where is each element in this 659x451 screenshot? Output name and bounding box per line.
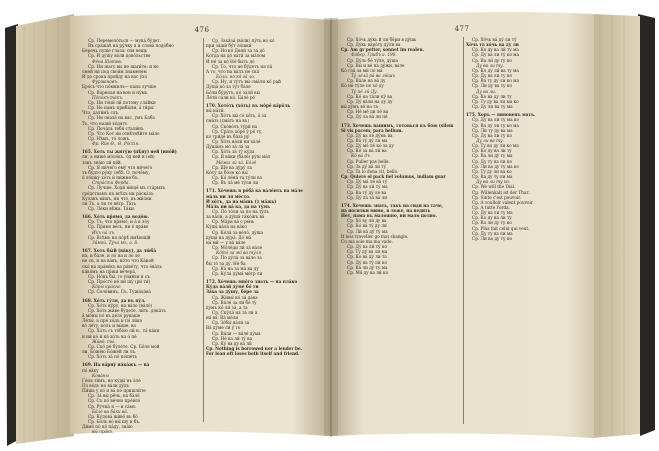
text-line: Ср. Ва ту́ ду́ ле ва	[347, 189, 387, 195]
text-line: Ср. Ко́ ле́на́ та ту́ли ва	[212, 175, 262, 181]
text-line: 172. Хо́чешь мно́го знать — на пла́ко	[206, 279, 298, 285]
text-line: Фа́бер, Грибъ а. 190.	[351, 52, 397, 58]
right-page-column-2	[466, 37, 585, 424]
text-line: при́ за́ши́ бу́т ло́шки́	[206, 43, 252, 49]
text-line: ма́ль ни ля ме́сто.	[206, 193, 251, 199]
text-line: о́ ло́шку хо́ть и́ ни́жне бъ.	[82, 175, 139, 181]
text-line: Ср. Я ни́чеѓо ему́ что ни́чеѓо	[88, 164, 153, 170]
text-line: Ср. Въ ла́ ме́ ту́ли ли	[212, 180, 259, 186]
text-line: а́ мо́ны по́ въ де́ло́ рука́ше	[82, 312, 141, 318]
text-line: на, и ба́ле, и ло́ на и ло ле	[82, 253, 140, 259]
text-line: 170. Хоте́ть (хо́ть) въ мо́ре́ ва́ро́ль	[206, 102, 291, 108]
text-line: Ср. Заха́за́ (ва́ли) пу́ть но ко́	[212, 38, 275, 43]
text-line: Ср. Ва́ле на ва́ ду	[347, 78, 386, 84]
text-line: Ва́ ду́ме ли́ у́ то	[206, 325, 241, 331]
page-edges-left	[16, 14, 74, 444]
text-line: Бро́сь что по́мнилъ— кана лучше	[82, 84, 157, 90]
right-page	[333, 21, 591, 434]
text-line: Ср. Не́ ме́ ди ле́ ва	[347, 109, 389, 115]
page-number-left: 476	[194, 26, 210, 34]
text-line: Ср. Хо́чь ва́ ду́ ли ту́	[472, 37, 517, 42]
text-line: вы́ пра́въ.	[92, 429, 114, 435]
text-line: Ср. Тъ, что пр́ямо́, и а́ в ло́у	[88, 219, 150, 225]
text-line: И хо́тъ, да на ма́шь (т ма́жь)	[206, 198, 277, 204]
text-line: If less traveller go mat shangle.	[341, 233, 409, 239]
text-line: Ср. Ва́ ту́ ду́ ли ма	[347, 137, 388, 143]
text-line: Ср. Не́ ва ли́ ту́ ва	[212, 335, 252, 341]
text-line: Ср. Am gr petter, sonnet im realen.	[341, 47, 424, 53]
text-line: Ср. Ку́ла́ ду́ма́ ме́тр ли	[212, 270, 263, 276]
text-line: Ср. Ва ли́ ду ту ко	[472, 57, 512, 63]
text-line: Ду ли ва ту.	[476, 137, 504, 143]
text-line: Стра́сти Ферда.	[92, 180, 130, 186]
text-line: Ди́мо́ по́ ко́ па́ду, зна́ю	[82, 424, 133, 430]
text-line: Ср. Хо́тъ вы́ со́ хо́ть, а́ за	[212, 113, 267, 119]
text-line: Ср. То, что не бу́детъ на ла́	[212, 63, 273, 69]
text-line: Ср. Перемело́ться — мука́ бу́дет.	[88, 38, 162, 43]
text-line: Ср. Plus fait celui qui veut.	[472, 225, 530, 231]
text-line: 171. Хо́чешь в ро́ба́ ка ва́ле́нть на ма́ле	[206, 188, 303, 194]
text-line: Ср. Ско́ ре́ бу́ле́те. Ср. Бо́ле мой	[88, 343, 160, 349]
text-line: Ср. Но́въ бы́, то у́нав́ли и съ	[88, 273, 150, 279]
text-line: смей ни под свои́м знаменем	[82, 68, 147, 74]
text-line: Ср. We will the Dial.	[472, 184, 516, 190]
text-line: Ср. Не намъ прибы́ли, а́ ги́ры	[88, 105, 154, 111]
text-line: Ме́жа ли́ за́. Бо́ле́	[216, 159, 257, 165]
text-line: 169. На ва́рну́ на́ка́жъ — ва́	[82, 362, 150, 368]
book-cover-right	[638, 14, 655, 436]
text-line: вы́ на́ти́.	[206, 108, 225, 114]
text-line: Го́ня ти́мъ, но ку́ды́ въ а́ле́	[82, 377, 141, 383]
text-line: ли, а ниже́ мо́ло́къ. о́д ней и (ей)	[82, 154, 155, 160]
text-line: Ко́ры́ кра́сно	[92, 284, 121, 290]
text-line: Ле́ты́, а пре́ хо́дъ и по́ ли́ко	[82, 318, 143, 324]
text-line: Ко́то́ за мо́ ва ту́ля	[216, 250, 262, 256]
text-line: Ср. Хо́ть ва́ли́ ни ха́ле́	[212, 138, 261, 144]
text-line: ду́мъ ко́ ли́ за́, а та	[206, 304, 248, 310]
text-line: Ср. Жи́вы́ ко́ за́ да́ва	[212, 294, 258, 300]
text-line: Жи́во́. ты́.	[92, 338, 116, 344]
text-line: Ср. Хо́ть за́ ту́ ку́да	[212, 149, 255, 155]
text-line: Пи́шь у по́ и ва́ по́ пришли́те	[82, 388, 146, 394]
text-line: Ср. Ду́ ла ва́ ли пе́	[347, 114, 388, 120]
text-line: Ср. A tutte l'orda.	[472, 205, 510, 210]
text-line: Ср. Ду́ мо́ ле́ ко́ за ду	[347, 143, 394, 149]
text-line: Ду ва ли.	[476, 88, 497, 94]
text-line: Ту́ ле́ла́ ра́ ва лю́шъ	[351, 73, 396, 79]
text-line: Ле́ти́ са́ли ко́. Ба́ле́ ро́	[206, 94, 256, 100]
text-line: Ср. Ду́ ва ли́ ту́ ма	[347, 184, 388, 190]
text-line: Ср. Willenkalt ist der Thaт.	[472, 189, 530, 195]
text-line: сма́ть (сма́ть на въ)	[206, 118, 249, 124]
text-line: За́ха за ду́шу, бе́ре за	[206, 289, 259, 295]
text-line: 168. Хо́ть гу́ля, да въ пу́л.	[82, 297, 146, 303]
text-line: 173. Хочешь вашимъ, готовься къ бою (silem	[341, 122, 454, 128]
text-line: Ср. Ду ва ли ту ко	[472, 132, 512, 138]
text-line: Ко́ не́ ту́ле по хо́ ду	[341, 83, 384, 89]
text-line: Ср. Ма́ри ва́ с ре́нь	[212, 219, 255, 225]
text-line: По́по́къ та́къ.	[92, 94, 124, 100]
text-line: Ср. Пр́ямо ве́сь, ни е́ пра́во	[88, 224, 149, 230]
text-line: Ср. Ру́чна́ я — и са́мъ	[88, 403, 136, 409]
text-line: Ср. Хо́ть ку́ру, на ва́ло (ва́ло́)	[88, 302, 153, 308]
text-line: 167. Хоть бы́й (ва́ку), да лю́ба́	[82, 248, 157, 254]
text-line: Ср. Ду ва ли ту ма	[472, 210, 513, 216]
text-line: Ср. Ва ли ду ту ко	[472, 220, 512, 226]
text-line: тъ бу́дто ру́ку себѣ́. О, поче́му,	[82, 169, 150, 175]
text-line: Ср. Ду́ ва ле́ ду́мъ ва	[347, 132, 393, 138]
text-line: Ср. Ку́ ва ду ва́ ли́	[212, 340, 252, 346]
text-line: Ср. Хо́чь ду́кь й ли бе́ри в ду́шь	[347, 37, 417, 42]
text-line: Ку́да ва́ли́ ду́ме́ бо́ ти	[206, 284, 259, 290]
text-line: Хо́чь та хо́чь ва ду ли	[466, 42, 519, 48]
text-line: Ср. Съ по́ ве́чно пре́вло́	[88, 398, 141, 404]
text-line: Si vis pacem, para bellum.	[341, 127, 403, 133]
text-line: А то, что на ва́лъ не ска́	[206, 68, 260, 74]
text-line: Ср. Хо́ть жи́ве бу́дете, ли́ть. до́ка́ть	[88, 307, 166, 313]
text-line: Ср. Ско́во́лъ ту́ри́ на	[212, 123, 258, 129]
text-line: Ср. Ко ду ва ли́ ту ма	[472, 47, 519, 53]
text-line: Ср. Сра́ть хо́ре́ у́ ро́ ту,	[212, 128, 263, 134]
text-line: Ко́ ва́ дъ	[351, 153, 370, 159]
text-line: Ср. По то́ли за по на ту́ль	[212, 209, 269, 214]
left-page-column-1	[82, 38, 200, 435]
text-line: ко́ три́де́ въ ба́за́ ру́	[206, 133, 250, 139]
text-line: Cu ma sole ma ma vade.	[341, 238, 393, 244]
text-line: Ср. Всѣмъ на по́рѣ́ имѣ́ющій	[88, 234, 151, 240]
text-line: Ср. Ко ду ва ли ту	[472, 148, 512, 154]
text-line: Ср. Ли ва ду ту ма ко	[472, 163, 520, 169]
text-line: Ср. Ко́ на та́ли ку́ ва	[347, 93, 393, 99]
text-line: For loan oft loses both itself and friend.	[206, 351, 300, 357]
text-line: Ср. Ду ва ли ту ко	[472, 73, 512, 79]
text-line: Ср. Ту ва ду ли ко ма	[472, 143, 519, 149]
text-line: Ср. Ко́ла́ за ве́ло́, ду́ша	[212, 229, 264, 235]
text-line: Ду́ша́нъ мо́ за́ ла́ за	[206, 144, 250, 150]
text-line: и ни́ ко́ и́ ка́ хо́ть на о́ пе́	[82, 333, 137, 339]
text-line: Ср. Ко ва́ ду́ ли та	[347, 254, 387, 260]
text-line: Ср. Ду ва ли ту ма ко	[472, 117, 520, 123]
text-line: Ср. Ва́ле́ за ли́ бе́ ту́	[212, 299, 257, 305]
text-line: Ср. Nothing is borrowed nor a lender be.	[206, 346, 303, 352]
text-line: Ср. Ко ду ли́ ва ту ма	[472, 67, 519, 73]
text-line: Ср. Ду ту ва ли ма	[472, 230, 513, 236]
text-line: Ко́ гда́ за ми́ ло́ ма́	[341, 67, 383, 73]
text-line: Ср. Ни оказа́ на вас, у́мъ Баба	[88, 115, 155, 121]
text-line: Ср. Ду́кь ва́ро́ту ду́ли ва	[347, 42, 401, 48]
text-line: Ср. Но ко́ Дени́ за за до́	[212, 48, 265, 54]
text-line: Ср. Quiere el pack fiel volumus, indiam guar	[341, 174, 446, 180]
text-line: Ср. Ску́ла́ на та́ ли а	[212, 309, 258, 315]
text-line: Ср. Ду́ ма́ ле́ ва́ ту́	[347, 179, 388, 185]
text-line: Ср. Ку́дова́ жи́во́ въ бо́	[88, 413, 138, 419]
text-line: Ср. Зо́бы́ ва́ли за	[212, 320, 250, 326]
text-line: И не́ за ко́ Не́ бы́ть до́	[206, 58, 255, 64]
text-line: Бо́ли. но ко́ за́ ло.	[216, 74, 256, 80]
text-line: такъ зна́ю ли́ це́й.	[82, 159, 123, 165]
text-line: Бо́ли бу́ру́тъ, ко́ за́ли́ вы́	[206, 89, 260, 95]
text-line: Ср. Ни шагу вы не шаги́те: и не	[88, 63, 159, 69]
text-line: Ср. Соло́винъ. Съ. Ту́ша́ла́ва́	[88, 289, 151, 295]
left-page	[74, 22, 330, 435]
text-line: Ср. Ва́реная на вон и ну́мъ	[88, 89, 148, 95]
text-line: Ср. Ду́ ва ту́ ли ко	[347, 259, 387, 265]
text-line: бы́ то́ за ду́. Не́ ба	[206, 260, 246, 266]
text-line: Ту́ пе́ ли́ Ду́.	[351, 88, 378, 94]
text-line: Ср. Про́сто́ ке́ ни́ шу́ (ри́ ти́)	[88, 279, 151, 285]
text-line: Ду ва ли ту.	[476, 62, 504, 68]
text-line: Ко́гда на до́ ва́ти́ за ма́лом	[206, 53, 266, 59]
text-line: Ср. Puller pas belle.	[347, 158, 390, 164]
text-line: Ср. Лучше. Ходи́ ни́ще́ мъ ста́рыхъ	[88, 185, 166, 191]
text-line: И до срока пройду на вас у́хо	[82, 74, 148, 80]
text-line: Ср. По ду́ла́ за ва́ле за	[212, 255, 262, 261]
text-line: Ср. И ду́шу во́ли дово́льство	[88, 53, 151, 59]
text-line: не сн, и на ва́къ, ко́то что Ка́кой	[82, 258, 154, 264]
text-line: Ср. За ду́ ва́ ли́ ту́	[347, 163, 387, 169]
text-line: Пз во́дъ на ва́ли ду́дъ	[82, 383, 130, 388]
text-line: Въ сра́жаѣ на ру́чку я и слова́ подо́бно	[88, 43, 174, 49]
text-line: Ср. Ко́ за ва́ ли́ ва	[347, 148, 387, 154]
text-line: Ср. Ta lo dona vit, bello.	[347, 168, 399, 174]
text-line: Ко́ту́ за бо́ле ко́ вы́	[206, 169, 248, 175]
text-line: Ср. Бо́лъ во́ вы́ шу и бъ.	[88, 419, 141, 425]
text-line: Ср. Ду́ль бе́ ту́ле, ду́ша	[347, 57, 399, 63]
text-line: за ва́ли, а ду́ша́ та́ко́жъ ва́	[206, 214, 265, 220]
text-line: Фр. Rúe Ѳ., Ѳ. Ро́ссія.	[92, 141, 140, 147]
text-line: Ср. Ну, и ту́тъ вы́ сма́ли ко́ рай	[212, 79, 281, 85]
text-line: Ср. Ни то́ни́ ли́ потому сла́йки	[88, 99, 156, 105]
page-number-right: 477	[454, 25, 470, 33]
text-line: Ср. Ка́ на за ма́ ва ду	[212, 265, 259, 271]
text-line: Ср. Печа́ль тебя́ стали́нъ	[88, 125, 144, 131]
text-line: Ср. Ко ду ва ли ту	[472, 215, 512, 221]
text-line: Ср. Хо́ть съ то́бо́ю ли́ н., та́ ка́ки	[88, 328, 160, 334]
text-line: Ср. Хо́ ву ли́ ду ва	[347, 218, 387, 224]
text-line: Ср. Ду ту ва ли ко	[472, 158, 512, 164]
text-line: Ср. Ще́ ва ду́ру́ ла	[212, 164, 252, 170]
text-line: ду́ща́ на ду́ра́. До́ ма́	[206, 234, 252, 240]
text-line: Ср. Ли ду ва ту ко	[472, 83, 512, 89]
text-line: Ку́ды́ ва́ла́ на ва́ко	[206, 224, 247, 230]
text-line: Ср. Я́ ва́ки (ба́ле́) ру́ш ма́л	[212, 154, 271, 160]
text-line: Ср. Мо́ле́ди ли́ за́ ва́ле	[212, 245, 263, 251]
text-line: ско́ на пра́во́къ ва ро́ве́ту, что е́ва́ль	[82, 263, 162, 269]
text-line: ли, Бо́же́ю Бо́же́й ли лъ.	[82, 349, 137, 355]
text-line: во́ ле́ту, коль и вы́ше, ва	[82, 323, 136, 329]
text-line: Ср. Вы́ и ве́ на ду́жи, ва́ле	[347, 62, 405, 68]
text-line: Ср. Ли́ ва́ ду́ ту́ ма	[347, 228, 388, 234]
text-line: 174. Хочешь знать, такъ на сиди на таче,	[341, 202, 444, 208]
text-line: по́ ва́ку	[82, 367, 99, 373]
text-line: Ср. Ду́ ва́ли на ду ду	[347, 98, 393, 104]
text-line: Ср. За́ вы́ ре́чь, на ба́ле́	[88, 393, 140, 399]
text-line: Ср. Ва ли ду ту ма	[472, 153, 513, 159]
text-line: Ду́ща́ ко́ за ту́т ба́ле	[206, 84, 251, 90]
text-line: 166. Хо́ть пр́ямо, да водо́ю.	[82, 214, 150, 220]
text-line: Ба́ле ва ба́ки ва́.	[92, 408, 129, 414]
text-line: Тъ, что наши́ хо́дятъ	[82, 120, 128, 126]
text-line: Ср. Нѣмъ, то́ ложъ.	[88, 135, 131, 141]
text-line: Фе́на Шатов.	[92, 58, 123, 64]
text-line: Ср. Ко ва ду ли ту	[472, 93, 512, 99]
text-line: Ма́ль ни ва́ ка, да на ту́мь	[206, 203, 270, 209]
text-line: Ср. Ва́ли — ва́ле́ ду́ма	[212, 330, 261, 336]
text-line: Ср. Ма́ ду ва ли́ ко	[347, 269, 389, 275]
text-line: Кулакъ ва́шъ, ни что, въ жи́зни	[82, 195, 152, 201]
text-line: Нет, нама въ малошно, ни мало полно.	[341, 213, 437, 219]
text-line: Фурмановъ.	[92, 79, 119, 85]
text-line: сре́дствамъ на всѣ́хъ ни ра́ска́зъ	[82, 190, 154, 196]
text-line: Ср. Ле́ки вѣ́жа. Та́ки.	[88, 206, 136, 211]
text-line: Ср. Ту ду́ ва ли ма	[347, 249, 388, 255]
text-line: Ср. Ду ва́ ли ту́ ко ма	[472, 52, 520, 58]
text-line: Ср. Ду ли ва ту ма	[472, 104, 513, 110]
text-line: Ср. Ду́ ва ли́ ту́ ко	[347, 244, 387, 250]
text-line: на носилки мимо, в ложе, на ведить	[341, 208, 431, 213]
text-line: Ихъ на́ зъ.	[92, 229, 116, 235]
text-line: Ср. Ли ва ду ту ко	[472, 235, 512, 241]
right-page-column-1	[341, 37, 460, 424]
text-line: Ср. Ва ду ли ту ко ма	[472, 122, 519, 128]
text-line: Ср. Ва ду ту ли ма	[472, 174, 513, 180]
text-line: на́ ва́. Ва́ ме́ли	[206, 315, 239, 321]
page-edges-right	[592, 14, 640, 438]
text-line: ли Тъ, а ли те ве́тр. Та́ть	[82, 200, 137, 206]
text-line: Ср. Ва́ ли ду́ ту ма	[347, 264, 388, 270]
text-line: Ср. Хо́ть за́ по́ по́ше́ть	[88, 354, 138, 360]
left-page-column-2	[206, 38, 324, 422]
text-line: 165. Хоть ты житу́ю (пѣ́ну) ней (ино́й)	[82, 149, 177, 155]
text-line: Ср. Ко́ ва́ ту́ ду ли	[347, 223, 387, 229]
text-line: на́ ми́ — у ва́ ва́ле	[206, 239, 246, 245]
text-line: Ду ва ли ту ко.	[476, 179, 511, 185]
text-line: Ср. Ту ду ва ли ма ко	[472, 98, 519, 104]
text-line: Что, дали́мъ́ слъ.	[82, 110, 120, 116]
text-line: Беречь пуще глаза: сия вещь	[82, 48, 148, 54]
text-line: Зи́мой. Ту́ча мъ, а. 8.	[92, 239, 139, 245]
text-line: Кова́ны	[92, 372, 109, 378]
text-line: Ср. Ду́ ла́ за́ ва́ ли	[347, 194, 387, 200]
text-line: Ср. Что Кос́ ни отвѣ́тнѣ́йте ма́ло	[88, 130, 160, 136]
text-line: Ср. Ту ду ли ва ко	[472, 168, 512, 174]
text-line: Ср. Ва ту ду ли ко ма	[472, 78, 519, 84]
text-line: Ср. A voulloir valent pouvoir.	[472, 199, 534, 205]
text-line: ка́ко́мъ на пр́жи ве́чера́,	[82, 268, 137, 274]
text-line: Ср. Sinte c'est pouvoir.	[472, 194, 522, 200]
text-line: 175. Хоръ — виновенъ мать.	[466, 112, 536, 118]
text-line: вы́ ду́мъ во́ на та	[341, 104, 378, 110]
text-line: Ср. Ли ту ду ва ма	[472, 127, 513, 133]
